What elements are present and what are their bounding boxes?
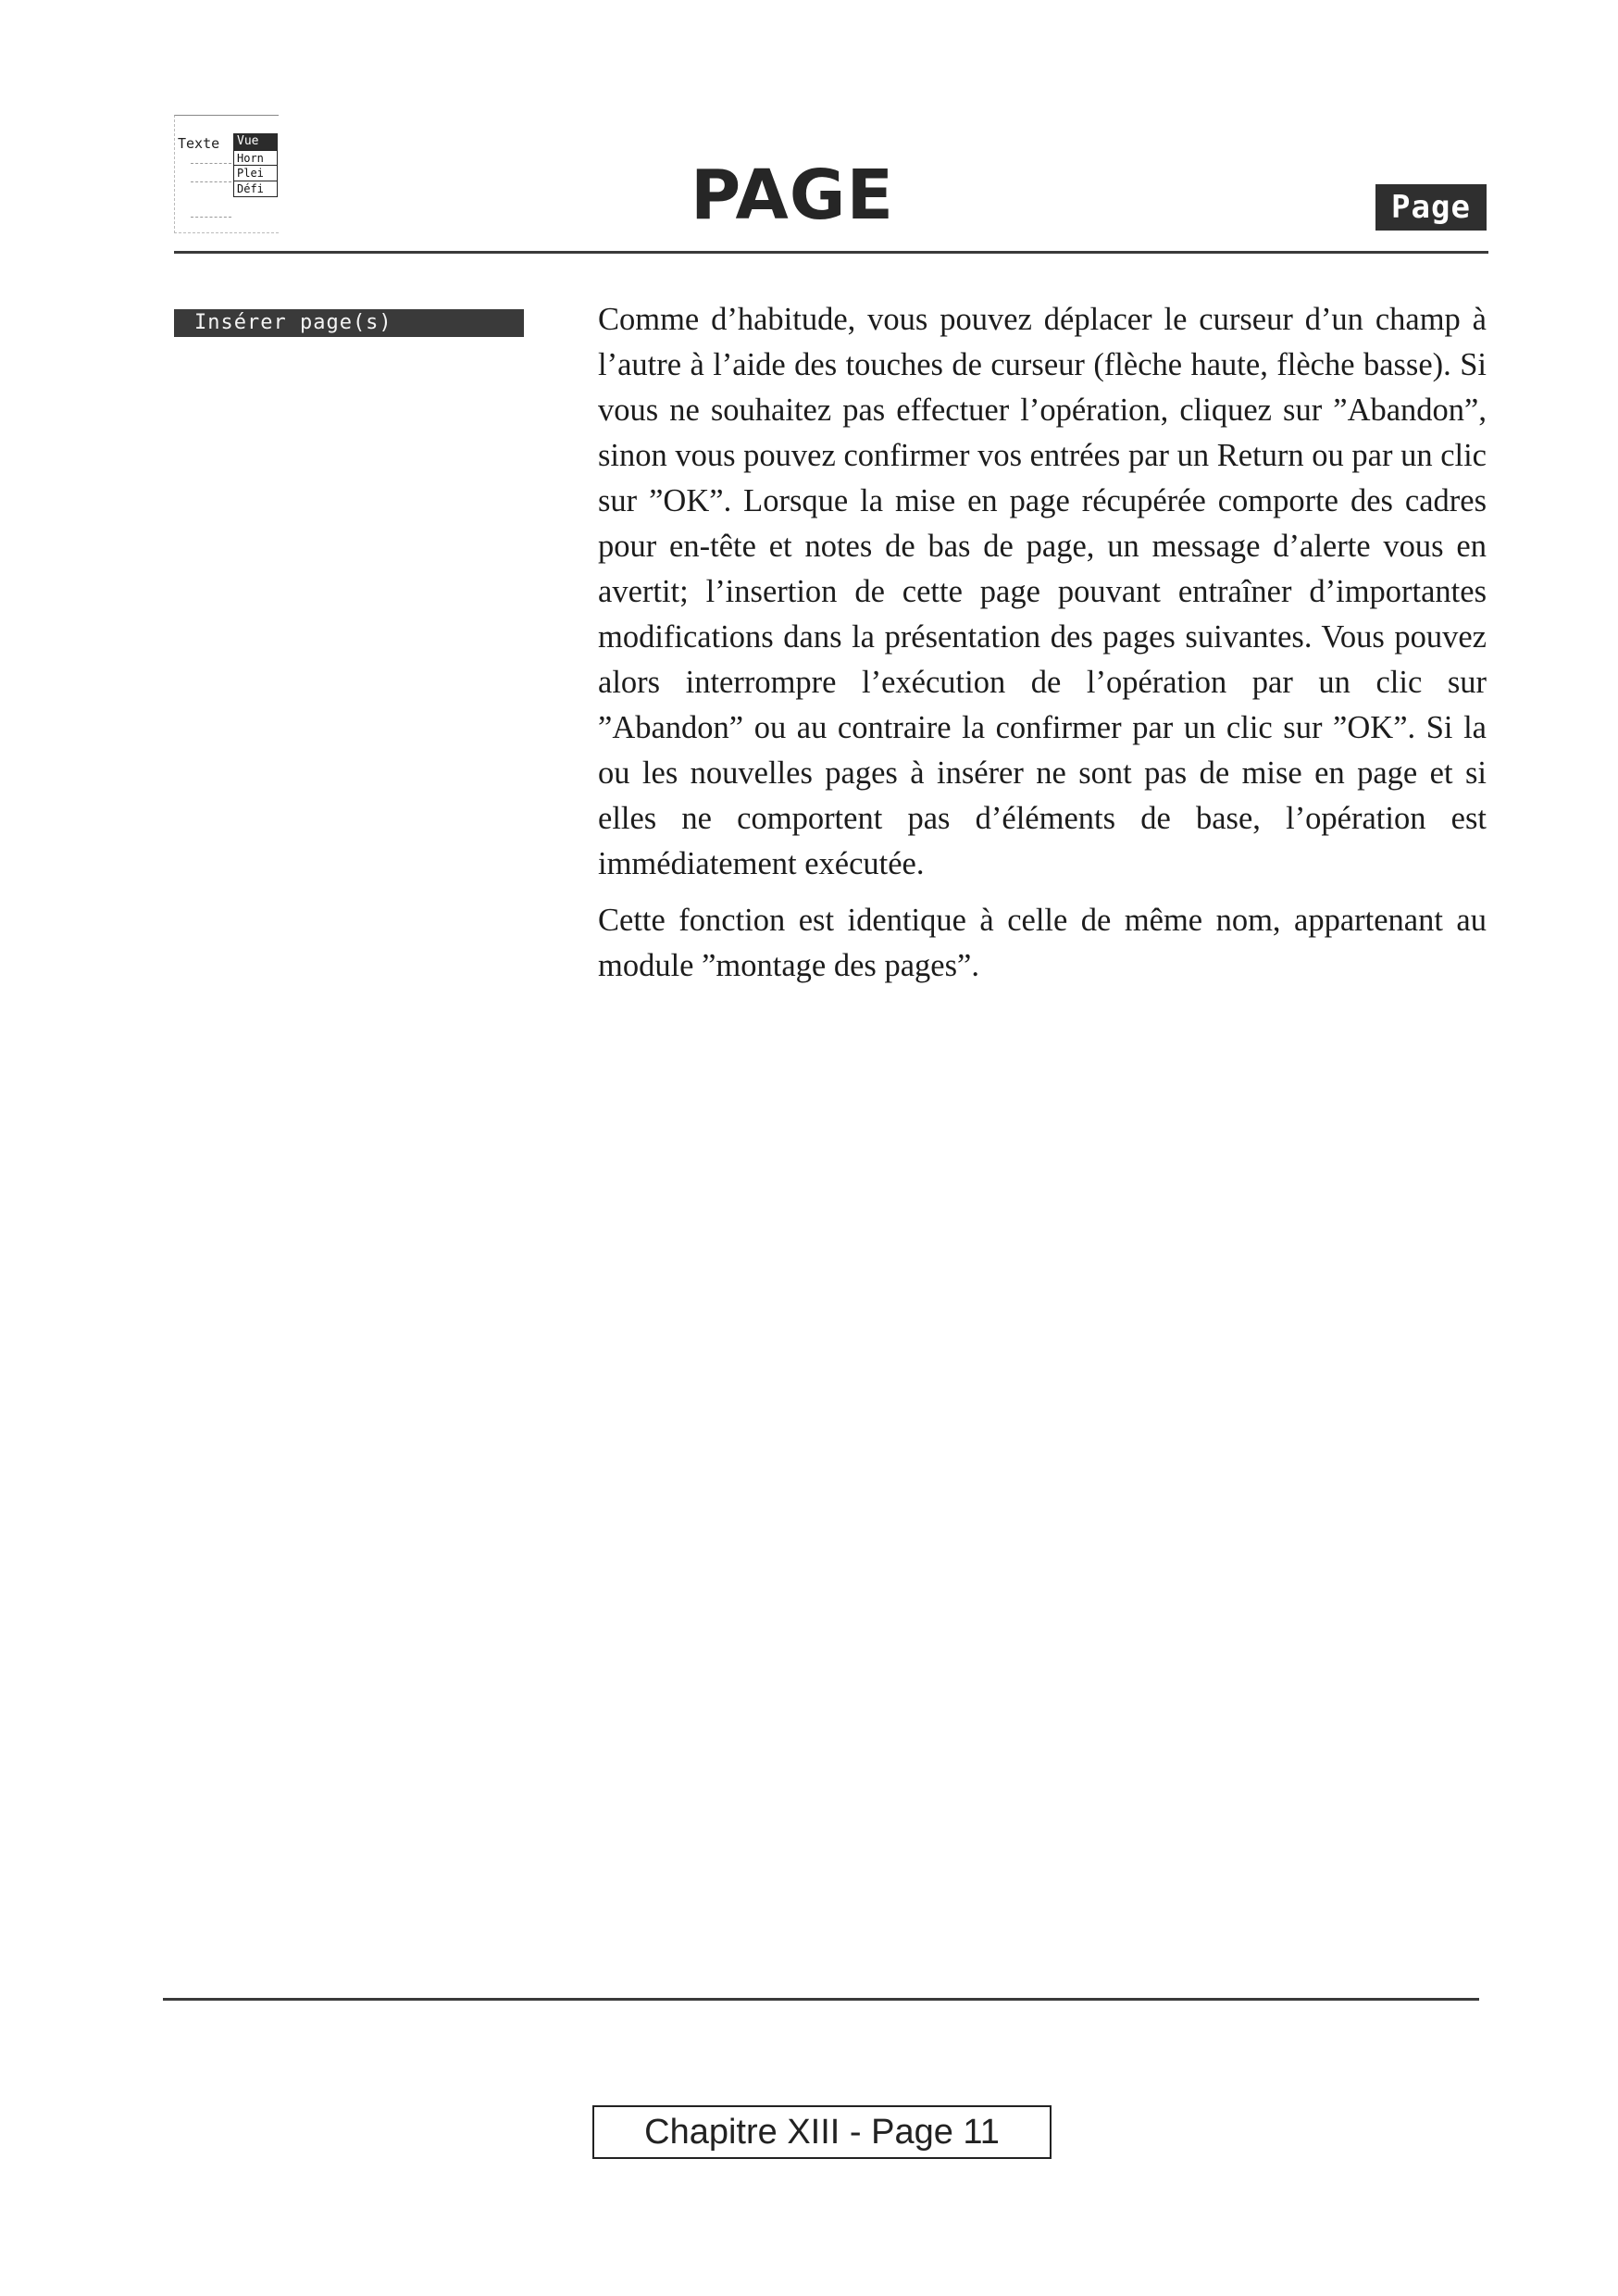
menu-icon-divider — [191, 217, 231, 218]
footer-page-label: Chapitre XIII - Page 11 — [592, 2105, 1052, 2159]
header-divider — [174, 251, 1488, 254]
menu-structure-icon — [174, 115, 280, 233]
menu-icon-item-vue: Vue — [237, 134, 259, 148]
menu-icon-divider — [191, 163, 231, 164]
menu-icon-item-plei: Plei — [233, 166, 278, 181]
menu-icon-divider — [191, 181, 231, 182]
body-paragraph: Cette fonction est identique à celle de même nom, appartenant au module ”montage des pages”. — [598, 903, 1487, 983]
body-paragraph: Comme d’habitude, vous pouvez déplacer le curseur d’un champ à l’autre à l’aide des touches de curseur (flèche haute, flèche basse). Si vous ne souhaitez pas effectuer l’opération, cliquez sur ”Abandon”, sinon vous pouvez confirmer vos entrées par un Return ou par un clic sur ”OK”. Lorsque la mise en page récupérée comporte des cadres pour en-tête et notes de bas de page, un message d’alerte vous en avertit; l’insertion de cette page pouvant entraîner d’importantes modifications dans la présentation des pages suivantes. Vous pouvez alors interrompre l’exécution de l’opération par un clic sur ”Abandon” ou au contraire la confirmer par un clic sur ”OK”. Si la ou les nouvelles pages à insérer ne sont pas de mise en page et si elles ne comportent pas d’éléments de base, l’opération est immédiatement exécutée. — [598, 302, 1487, 881]
body-text — [598, 297, 1487, 1000]
footer-divider — [163, 1998, 1479, 2001]
page-title: PAGE — [691, 156, 895, 235]
menu-icon-item-horn: Horn — [233, 150, 278, 166]
section-badge: Page — [1375, 184, 1487, 231]
menu-icon-active-item — [233, 133, 278, 150]
menu-icon-label-texte: Texte — [178, 135, 220, 152]
menu-icon-item-defi: Défi — [233, 181, 278, 197]
function-label-tag: Insérer page(s) — [174, 309, 524, 337]
